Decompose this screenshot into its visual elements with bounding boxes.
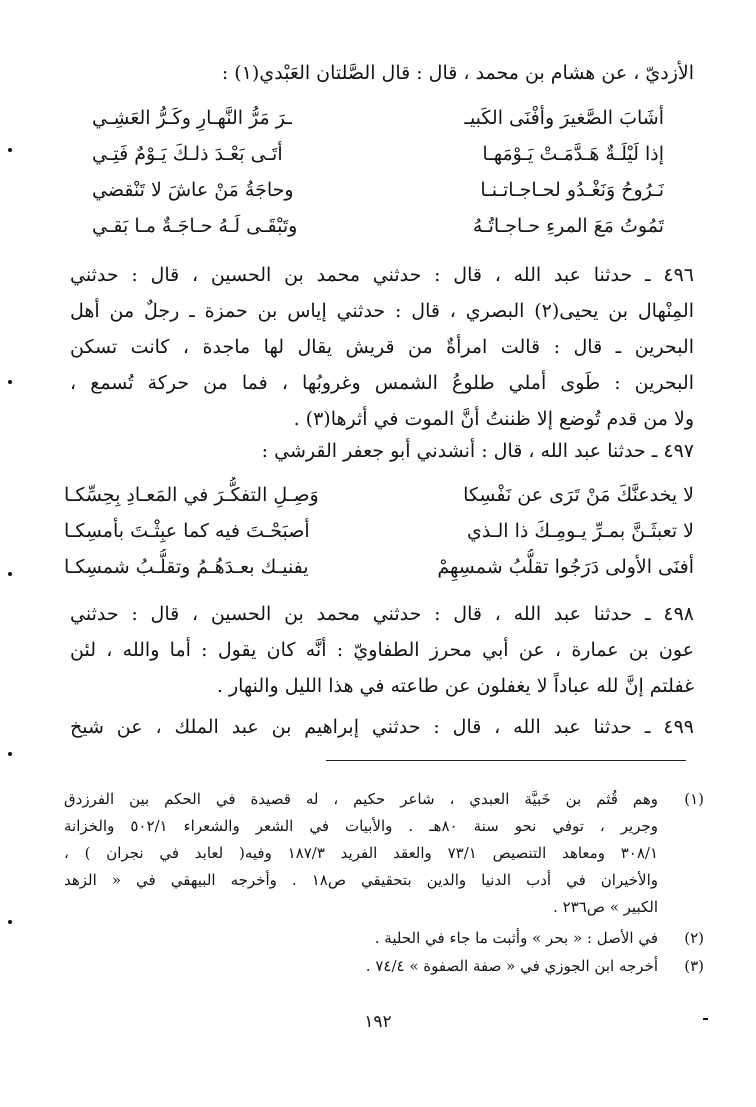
verse-first-hemistich: نَـرُوحُ وَنَغْـدُو لحـاجـاتـنـا (480, 179, 664, 201)
page-number: ١٩٢ (364, 1012, 392, 1032)
verse-second-hemistich: يفنيـك بعـدَهُـمُ وتقلُّـبُ شمسِكـا (64, 556, 309, 578)
poem-verse (64, 513, 694, 549)
margin-dot (8, 920, 12, 924)
footnote-line: والأخيران في أدب الدنيا والدين بتحقيقي ص١٨ . وأخرجه البيهقي في « الزهد (64, 871, 658, 889)
footnote-number: (٢) (684, 929, 704, 947)
margin-dot (8, 148, 12, 152)
paragraph-497 (70, 433, 694, 469)
margin-dot (8, 752, 12, 756)
poem-verse (64, 477, 694, 513)
verse-first-hemistich: لا تعبثَـنَّ بمـرِّ يـومِـكَ ذا الـذي (467, 520, 694, 542)
footnote-number: (٣) (684, 957, 704, 975)
text-line: غفلتم إنَّ لله عباداً لا يغفلون عن طاعته في هذا الليل والنهار . (216, 675, 694, 697)
text-line: ٤٩٧ ـ حدثنا عبد الله ، قال : أنشدني أبو جعفر القرشي : (261, 440, 694, 462)
verse-second-hemistich: ـرَ مَرُّ النَّهـارِ وكَـرُّ العَشِـي (92, 107, 292, 129)
margin-tick (703, 1018, 708, 1020)
footnote-line: الكبير » ص٢٣٦ . (553, 898, 658, 916)
verse-first-hemistich: أشَابَ الصَّغيرَ وأفْنَى الكَبيـ (464, 107, 664, 129)
text-line: ولا من قدم تُوضع إلا ظننتُ أنَّ الموت في أثرها(٣) . (293, 408, 694, 430)
intro-paragraph (70, 55, 694, 91)
footnote-2 (64, 925, 704, 952)
poem-verse (92, 100, 664, 136)
verse-first-hemistich: لا يخدعنَّكَ مَنْ تَرَى عن نَفْسِكا (463, 484, 694, 506)
verse-second-hemistich: وتَبْقَـى لَـهُ حـاجَـةٌ مـا بَقـي (92, 215, 298, 237)
poem-verse (92, 208, 664, 244)
text-line: عون بن عمارة ، عن أبي محرز الطفاويّ : أنَّه كان يقول : أما والله ، لئن (70, 639, 694, 661)
footnote-line: في الأصل : « بحر » وأثبت ما جاء في الحلية . (374, 929, 658, 947)
text-line: ٤٩٩ ـ حدثنا عبد الله ، قال : حدثني إبراهيم بن عبد الملك ، عن شيخ (70, 716, 694, 738)
poem-verse (92, 136, 664, 172)
verse-second-hemistich: وحاجَةُ مَنْ عاشَ لا تَنْقضي (92, 179, 294, 201)
verse-first-hemistich: تَمُوتُ مَعَ المرءِ حـاجـاتُـهُ (472, 215, 664, 237)
footnote-line: ٣٠٨/١ ومعاهد التنصيص ٧٣/١ والعقد الفريد ١٨٧/٣ وفيه( لعابد في نجران ) ، (64, 844, 658, 862)
margin-dot (8, 380, 12, 384)
footnote-line: وهم قُثم بن خَبيَّة العبدي ، شاعر حكيم ، له قصيدة في الحكم بين الفرزدق (64, 790, 658, 808)
verse-first-hemistich: إذا لَيْلَـةٌ هَـدَّمَـتْ يَـوْمَهـا (482, 143, 664, 165)
verse-second-hemistich: أصبَحْـتَ فيه كما عبِثْـتَ بأمسِكـا (64, 520, 310, 542)
verse-first-hemistich: أفنَى الأولى دَرَجُوا تقلُّبُ شمسِهِمْ (437, 556, 694, 578)
footnote-line: أخرجه ابن الجوزي في « صفة الصفوة » ٧٤/٤ . (365, 957, 658, 975)
verse-second-hemistich: أتَـى بَعْـدَ ذلـكَ يَـوْمٌ فَتِـي (92, 143, 283, 165)
paragraph-499 (70, 709, 694, 745)
text-line: الأزديّ ، عن هشام بن محمد ، قال : قال الصَّلتان العَبْدي(١) : (221, 62, 694, 84)
text-line: ٤٩٦ ـ حدثنا عبد الله ، قال : حدثني محمد بن الحسين ، قال : حدثني (70, 264, 694, 286)
text-line: المِنْهال بن يحيى(٢) البصري ، قال : حدثني إياس بن حمزة ـ رجلٌ من أهل (70, 300, 694, 322)
text-line: البحرين : طَوى أملي طلوعُ الشمس وغروبُها ، فما من حركة تُسمع ، (70, 372, 694, 394)
footnote-number: (١) (684, 790, 704, 808)
verse-second-hemistich: وَصِـلِ التفكُّـرَ في المَعـادِ بِحِسِّكـا (64, 484, 319, 506)
text-line: ٤٩٨ ـ حدثنا عبد الله ، قال : حدثني محمد بن الحسين ، قال : حدثني (70, 603, 694, 625)
footnote-line: وجرير ، توفي نحو سنة ٨٠هـ . والأبيات في الشعر والشعراء ٥٠٢/١ والخزانة (64, 817, 658, 835)
margin-dot (8, 572, 12, 576)
paragraph-496 (70, 257, 694, 437)
footnote-separator (326, 760, 686, 761)
poem-verse (92, 172, 664, 208)
footnote-1 (64, 786, 704, 921)
paragraph-498 (70, 596, 694, 704)
poem-verse (64, 549, 694, 585)
footnote-3 (64, 953, 704, 980)
text-line: البحرين ـ قال : قالت امرأةٌ من قريش يقال لها ماجدة ، كانت تسكن (70, 336, 694, 358)
